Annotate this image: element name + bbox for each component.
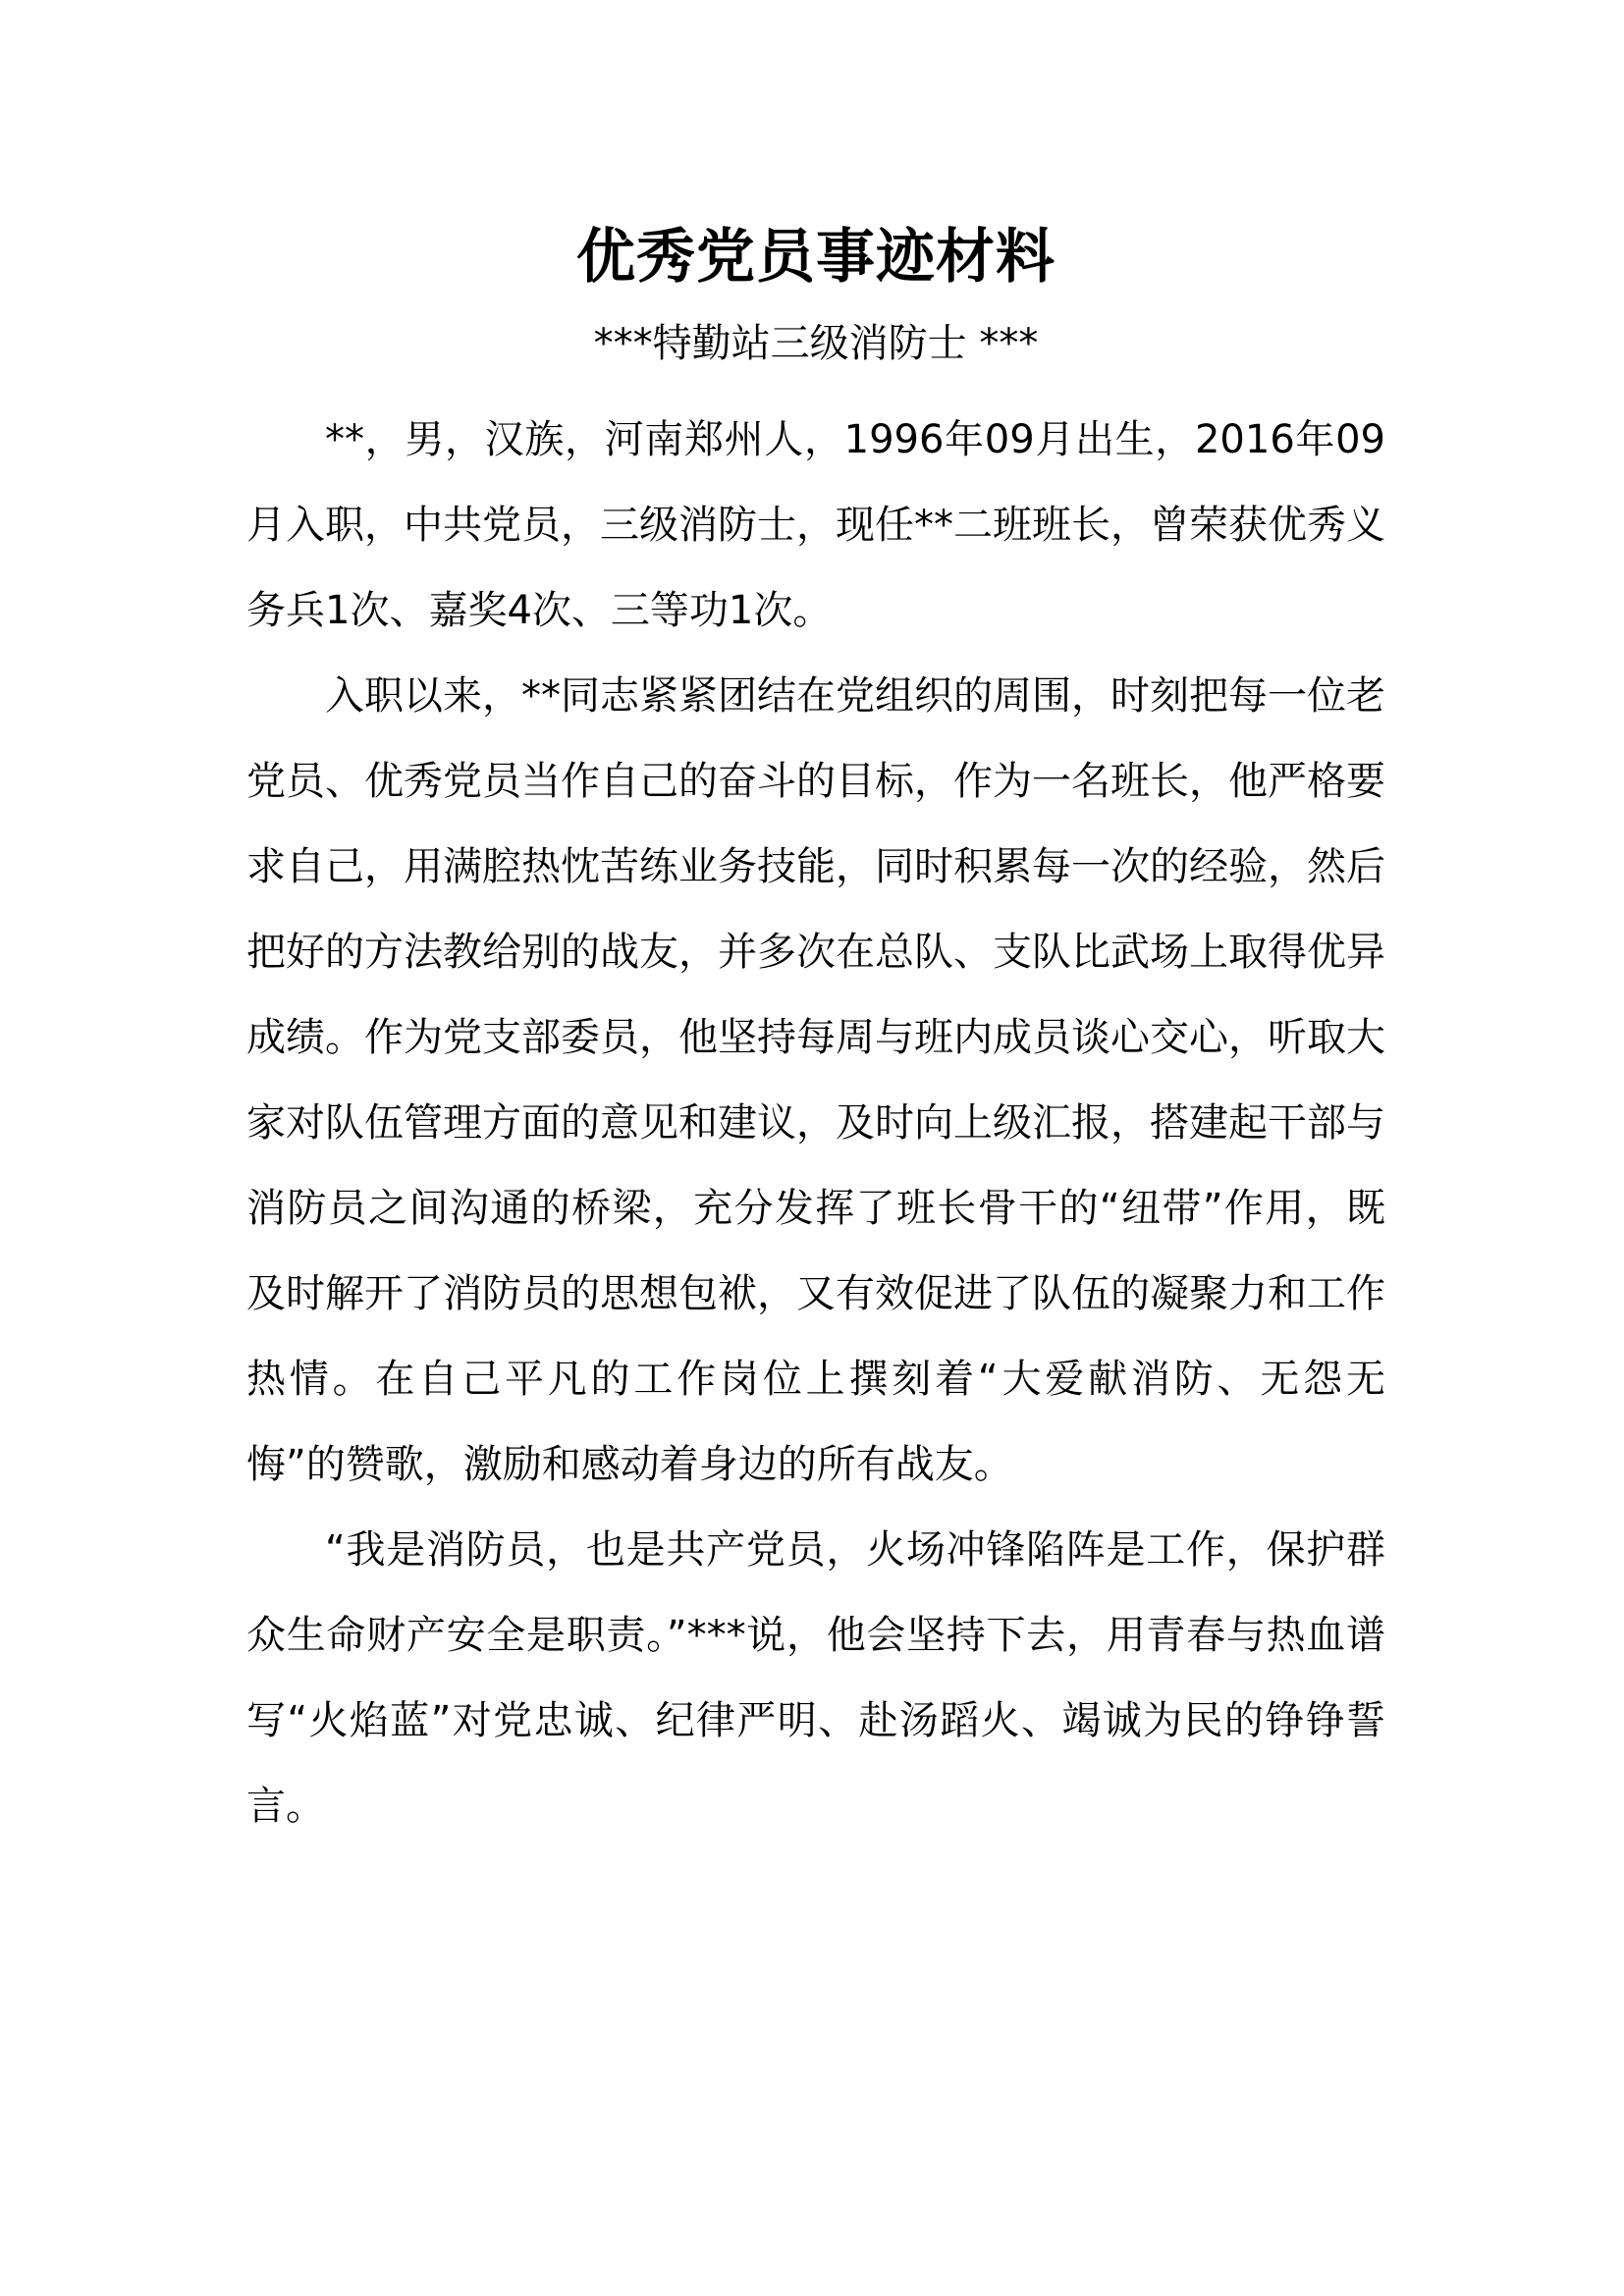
paragraph-profile: **，男，汉族，河南郑州人，1996年09月出生，2016年09月入职，中共党员，三级消防士，现任**二班班长，曾荣获优秀义务兵1次、嘉奖4次、三等功1次。 [246,417,1385,633]
document-title: 优秀党员事迹材料 [576,223,1056,292]
document-body [246,398,1385,1849]
paragraph-quote: “我是消防员，也是共产党员，火场冲锋陷阵是工作，保护群众生命财产安全是职责。”***说，他会坚持下去，用青春与热血谱写“火焰蓝”对党忠诚、纪律严明、赴汤蹈火、竭诚为民的铮铮誓言。 [246,1527,1385,1829]
paragraph-achievements: 入职以来，**同志紧紧团结在党组织的周围，时刻把每一位老党员、优秀党员当作自己的奋斗的目标，作为一名班长，他严格要求自己，用满腔热忱苦练业务技能，同时积累每一次的经验，然后把好的方法教给别的战友，并多次在总队、支队比武场上取得优异成绩。作为党支部委员，他坚持每周与班内成员谈心交心，听取大家对队伍管理方面的意见和建议，及时向上级汇报，搭建起干部与消防员之间沟通的桥梁，充分发挥了班长骨干的“纽带”作用，既及时解开了消防员的思想包袱，又有效促进了队伍的凝聚力和工作热情。在自己平凡的工作岗位上撰刻着“大爱献消防、无怨无悔”的赞歌，激励和感动着身边的所有战友。 [246,673,1385,1487]
document-subtitle: ***特勤站三级消防士 *** [593,321,1039,366]
